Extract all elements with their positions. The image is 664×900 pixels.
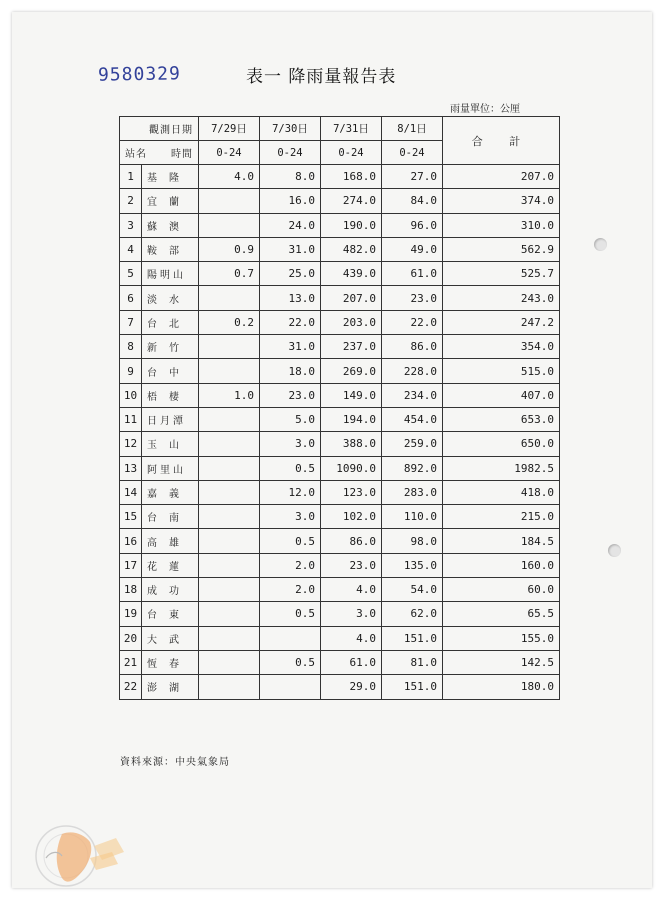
table-row [120,407,560,431]
station-name: 嘉 義 [142,480,199,504]
total-value: 243.0 [443,286,560,310]
rain-value: 25.0 [260,262,321,286]
table-row [120,553,560,577]
rain-value: 22.0 [260,310,321,334]
total-value: 374.0 [443,189,560,213]
station-name: 淡 水 [142,286,199,310]
time-header: 0-24 [260,141,321,165]
station-name: 日月潭 [142,407,199,431]
date-header: 7/30日 [260,117,321,141]
rain-value: 61.0 [382,262,443,286]
rain-value: 482.0 [321,237,382,261]
rain-value: 23.0 [260,383,321,407]
rain-value: 29.0 [321,675,382,699]
rain-value: 98.0 [382,529,443,553]
total-value: 310.0 [443,213,560,237]
rain-value [199,407,260,431]
rain-value: 269.0 [321,359,382,383]
date-header: 7/29日 [199,117,260,141]
rain-value: 123.0 [321,480,382,504]
row-number: 5 [120,262,142,286]
station-name: 大 武 [142,626,199,650]
rain-value: 61.0 [321,650,382,674]
rain-value: 194.0 [321,407,382,431]
rain-value: 31.0 [260,237,321,261]
total-value: 525.7 [443,262,560,286]
row-number: 7 [120,310,142,334]
rain-value [260,626,321,650]
station-name: 台 中 [142,359,199,383]
table-row [120,650,560,674]
rain-value: 135.0 [382,553,443,577]
rain-value [199,286,260,310]
rain-value: 151.0 [382,675,443,699]
rain-value [199,578,260,602]
rain-value: 4.0 [199,165,260,189]
row-number: 2 [120,189,142,213]
table-row [120,383,560,407]
rain-value [199,456,260,480]
total-value: 418.0 [443,480,560,504]
rain-value: 1.0 [199,383,260,407]
rain-value: 110.0 [382,505,443,529]
table-row [120,626,560,650]
rain-value: 4.0 [321,626,382,650]
station-name: 恆 春 [142,650,199,674]
taiwan-book-logo-icon [32,812,132,892]
table-row [120,675,560,699]
rain-value: 4.0 [321,578,382,602]
rain-value: 0.5 [260,529,321,553]
rain-value: 0.2 [199,310,260,334]
rain-value: 102.0 [321,505,382,529]
rain-value [199,529,260,553]
table-row [120,578,560,602]
rain-value [199,650,260,674]
table-row [120,480,560,504]
total-value: 1982.5 [443,456,560,480]
station-name: 台 北 [142,310,199,334]
rain-value: 62.0 [382,602,443,626]
total-value: 142.5 [443,650,560,674]
row-number: 17 [120,553,142,577]
rain-value: 13.0 [260,286,321,310]
station-name: 梧 棲 [142,383,199,407]
rain-value [199,432,260,456]
rain-value: 16.0 [260,189,321,213]
row-number: 18 [120,578,142,602]
station-name: 高 雄 [142,529,199,553]
rain-value: 3.0 [260,505,321,529]
rain-value: 283.0 [382,480,443,504]
rain-value: 388.0 [321,432,382,456]
table-row [120,335,560,359]
time-header: 0-24 [382,141,443,165]
total-value: 60.0 [443,578,560,602]
row-number: 8 [120,335,142,359]
rain-value: 149.0 [321,383,382,407]
rainfall-table [119,116,560,700]
data-source-note: 資料來源：中央氣象局 [120,757,230,768]
rain-value: 27.0 [382,165,443,189]
station-name: 成 功 [142,578,199,602]
rain-value [199,480,260,504]
rain-value: 203.0 [321,310,382,334]
table-row [120,529,560,553]
rain-value [260,675,321,699]
rain-value: 151.0 [382,626,443,650]
corner-date-label: 觀測日期 [120,117,199,141]
table-row [120,602,560,626]
date-header: 7/31日 [321,117,382,141]
rain-value: 86.0 [321,529,382,553]
total-header: 合 計 [443,117,560,165]
rain-value: 0.5 [260,650,321,674]
station-name: 宜 蘭 [142,189,199,213]
station-name: 花 蓮 [142,553,199,577]
row-number: 19 [120,602,142,626]
header-row-dates [120,117,560,141]
rain-value: 190.0 [321,213,382,237]
time-header: 0-24 [199,141,260,165]
rain-value: 23.0 [321,553,382,577]
table-row [120,189,560,213]
table-row [120,456,560,480]
unit-note: 雨量單位：公厘 [450,104,520,115]
rain-value [199,675,260,699]
rain-value: 892.0 [382,456,443,480]
binder-hole-icon [608,544,621,557]
station-name: 玉 山 [142,432,199,456]
rain-value: 0.7 [199,262,260,286]
rain-value [199,189,260,213]
station-name: 澎 湖 [142,675,199,699]
rain-value: 274.0 [321,189,382,213]
row-number: 14 [120,480,142,504]
handwritten-number: 9580329 [97,63,182,86]
row-number: 21 [120,650,142,674]
table-row [120,286,560,310]
page-title: 表一 降雨量報告表 [246,67,397,87]
table-row [120,432,560,456]
rain-value: 3.0 [260,432,321,456]
row-number: 3 [120,213,142,237]
row-number: 12 [120,432,142,456]
row-number: 9 [120,359,142,383]
rain-value: 84.0 [382,189,443,213]
document-page [12,12,652,888]
rain-value: 2.0 [260,553,321,577]
row-number: 4 [120,237,142,261]
row-number: 11 [120,407,142,431]
rain-value [199,505,260,529]
total-value: 653.0 [443,407,560,431]
rain-value: 439.0 [321,262,382,286]
rain-value: 234.0 [382,383,443,407]
rain-value: 18.0 [260,359,321,383]
rain-value: 207.0 [321,286,382,310]
rain-value: 86.0 [382,335,443,359]
row-number: 22 [120,675,142,699]
rain-value: 5.0 [260,407,321,431]
total-value: 180.0 [443,675,560,699]
rain-value [199,553,260,577]
rain-value: 259.0 [382,432,443,456]
table-row [120,505,560,529]
rain-value: 0.9 [199,237,260,261]
rain-value [199,626,260,650]
table-row [120,310,560,334]
time-header: 0-24 [321,141,382,165]
row-number: 6 [120,286,142,310]
rain-value [199,213,260,237]
row-number: 1 [120,165,142,189]
rain-value [199,335,260,359]
row-number: 15 [120,505,142,529]
rain-value: 54.0 [382,578,443,602]
station-name: 台 南 [142,505,199,529]
rain-value: 31.0 [260,335,321,359]
total-value: 562.9 [443,237,560,261]
total-value: 407.0 [443,383,560,407]
rain-value: 24.0 [260,213,321,237]
table-row [120,237,560,261]
total-value: 354.0 [443,335,560,359]
total-value: 160.0 [443,553,560,577]
rain-value: 3.0 [321,602,382,626]
total-value: 515.0 [443,359,560,383]
rain-value: 168.0 [321,165,382,189]
row-number: 16 [120,529,142,553]
rain-value: 2.0 [260,578,321,602]
rain-value: 228.0 [382,359,443,383]
row-number: 13 [120,456,142,480]
station-name: 新 竹 [142,335,199,359]
row-number: 20 [120,626,142,650]
total-value: 650.0 [443,432,560,456]
total-value: 65.5 [443,602,560,626]
date-header: 8/1日 [382,117,443,141]
table-row [120,359,560,383]
rain-value: 49.0 [382,237,443,261]
total-value: 207.0 [443,165,560,189]
corner-station-label: 站名 [125,149,147,160]
rain-value: 12.0 [260,480,321,504]
rain-value: 237.0 [321,335,382,359]
total-value: 215.0 [443,505,560,529]
rain-value: 23.0 [382,286,443,310]
station-name: 台 東 [142,602,199,626]
station-name: 鞍 部 [142,237,199,261]
table-row [120,213,560,237]
total-value: 184.5 [443,529,560,553]
rain-value [199,602,260,626]
table-row [120,262,560,286]
rain-value [199,359,260,383]
row-number: 10 [120,383,142,407]
corner-time-label: 時間 [171,149,193,160]
station-name: 蘇 澳 [142,213,199,237]
rain-value: 22.0 [382,310,443,334]
rain-value: 454.0 [382,407,443,431]
total-value: 247.2 [443,310,560,334]
rain-value: 81.0 [382,650,443,674]
rain-value: 0.5 [260,602,321,626]
station-name: 阿里山 [142,456,199,480]
rain-value: 96.0 [382,213,443,237]
table-row [120,165,560,189]
total-value: 155.0 [443,626,560,650]
binder-hole-icon [594,238,607,251]
station-name: 基 隆 [142,165,199,189]
rain-value: 0.5 [260,456,321,480]
corner-time-cell [120,141,199,165]
station-name: 陽明山 [142,262,199,286]
rain-value: 1090.0 [321,456,382,480]
rain-value: 8.0 [260,165,321,189]
